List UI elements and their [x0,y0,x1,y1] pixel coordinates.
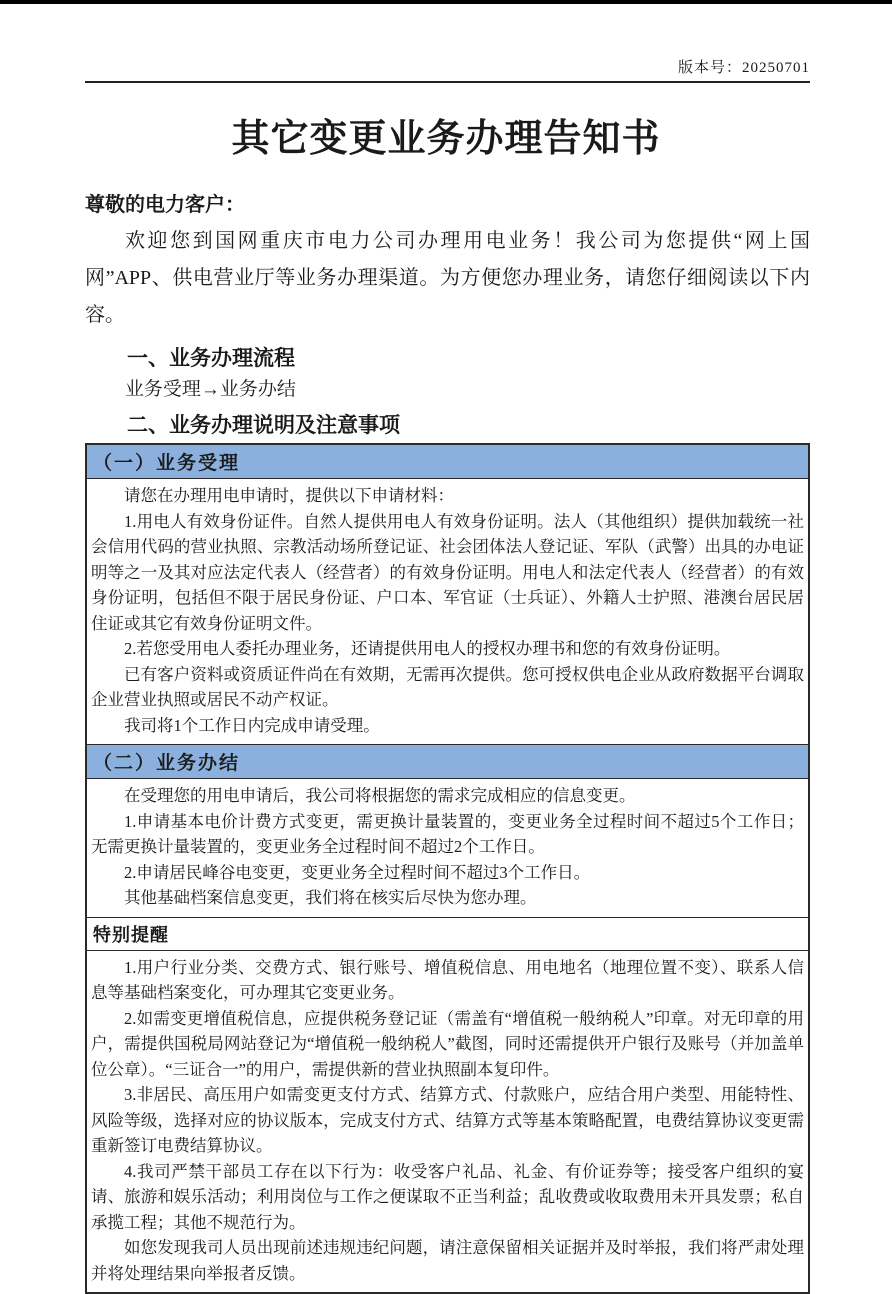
paragraph: 1.用电人有效身份证件。自然人提供用电人有效身份证明。法人（其他组织）提供加载统一社会信用代码的营业执照、宗教活动场所登记证、社会团体法人登记证、军队（武警）出具的办电证明等之一及其对应法定代表人（经营者）的有效身份证明。用电人和法定代表人（经营者）的有效身份证明，包括但不限于居民身份证、户口本、军官证（士兵证）、外籍人士护照、港澳台居民居住证或其它有效身份证明文件。 [91,511,804,633]
paragraph: 4.我司严禁干部员工存在以下行为：收受客户礼品、礼金、有价证券等；接受客户组织的宴请、旅游和娱乐活动；利用岗位与工作之便谋取不正当利益；乱收费或收取费用未开具发票；私自承揽工程；其他不规范行为。 [91,1161,804,1232]
paragraph: 其他基础档案信息变更，我们将在核实后尽快为您办理。 [124,888,537,907]
table-row-body-acceptance [86,479,809,745]
paragraph: 2.若您受用电人委托办理业务，还请提供用电人的授权办理书和您的有效身份证明。 [124,639,731,658]
paragraph: 已有客户资料或资质证件尚在有效期，无需再次提供。您可授权供电企业从政府数据平台调取企业营业执照或居民不动产权证。 [91,664,804,709]
notice-table [85,443,810,1294]
block-header-completion: （二）业务办结 [86,745,809,779]
paragraph: 如您发现我司人员出现前述违规违纪问题，请注意保留相关证据并及时举报，我们将严肃处理并将处理结果向举报者反馈。 [91,1238,804,1283]
paragraph: 2.如需变更增值税信息，应提供税务登记证（需盖有“增值税一般纳税人”印章。对无印章的用户，需提供国税局网站登记为“增值税一般纳税人”截图，同时还需提供开户银行及账号（并加盖单位公章）。“三证合一”的用户，需提供新的营业执照副本复印件。 [91,1008,804,1079]
block-header-acceptance: （一）业务受理 [86,444,809,479]
intro-paragraph: 欢迎您到国网重庆市电力公司办理用电业务！我公司为您提供“网上国网”APP、供电营业厅等业务办理渠道。为方便您办理业务，请您仔细阅读以下内容。 [85,230,810,326]
block-body-acceptance [86,479,809,745]
block-body-completion [86,779,809,918]
paragraph: 1.用户行业分类、交费方式、银行账号、增值税信息、用电地名（地理位置不变）、联系人信息等基础档案变化，可办理其它变更业务。 [91,957,804,1002]
top-edge-bar [0,0,892,4]
greeting: 尊敬的电力客户： [85,194,245,216]
paragraph: 1.申请基本电价计费方式变更，需更换计量装置的，变更业务全过程时间不超过5个工作日；无需更换计量装置的，变更业务全过程时间不超过2个工作日。 [91,811,804,856]
block-body-special-reminder [86,950,809,1293]
document-body [85,188,810,1294]
header-rule [85,81,810,83]
block-header-special-reminder: 特别提醒 [86,917,809,950]
table-row-header-acceptance [86,444,809,479]
table-row-header-special-reminder [86,917,809,950]
section-heading-flow: 一、业务办理流程 [127,347,295,370]
table-row-header-completion [86,745,809,779]
table-row-body-special-reminder [86,950,809,1293]
paragraph: 请您在办理用电申请时，提供以下申请材料： [124,486,454,505]
process-flow-steps: 业务受理→业务办结 [124,379,296,400]
paragraph: 我司将1个工作日内完成申请受理。 [124,715,380,735]
paragraph: 3.非居民、高压用户如需变更支付方式、结算方式、付款账户，应结合用户类型、用能特性、风险等级，选择对应的协议版本，完成支付方式、结算方式等基本策略配置，电费结算协议变更需重新签订电费结算协议。 [91,1085,804,1155]
paragraph: 在受理您的用电申请后，我公司将根据您的需求完成相应的信息变更。 [124,786,636,805]
paragraph: 2.申请居民峰谷电变更，变更业务全过程时间不超过3个工作日。 [124,862,591,882]
table-row-body-completion [86,779,809,918]
document-header [0,0,892,83]
version-number: 版本号：20250701 [677,60,810,76]
section-heading-notes: 二、业务办理说明及注意事项 [127,414,400,437]
page-title: 其它变更业务办理告知书 [231,118,661,160]
